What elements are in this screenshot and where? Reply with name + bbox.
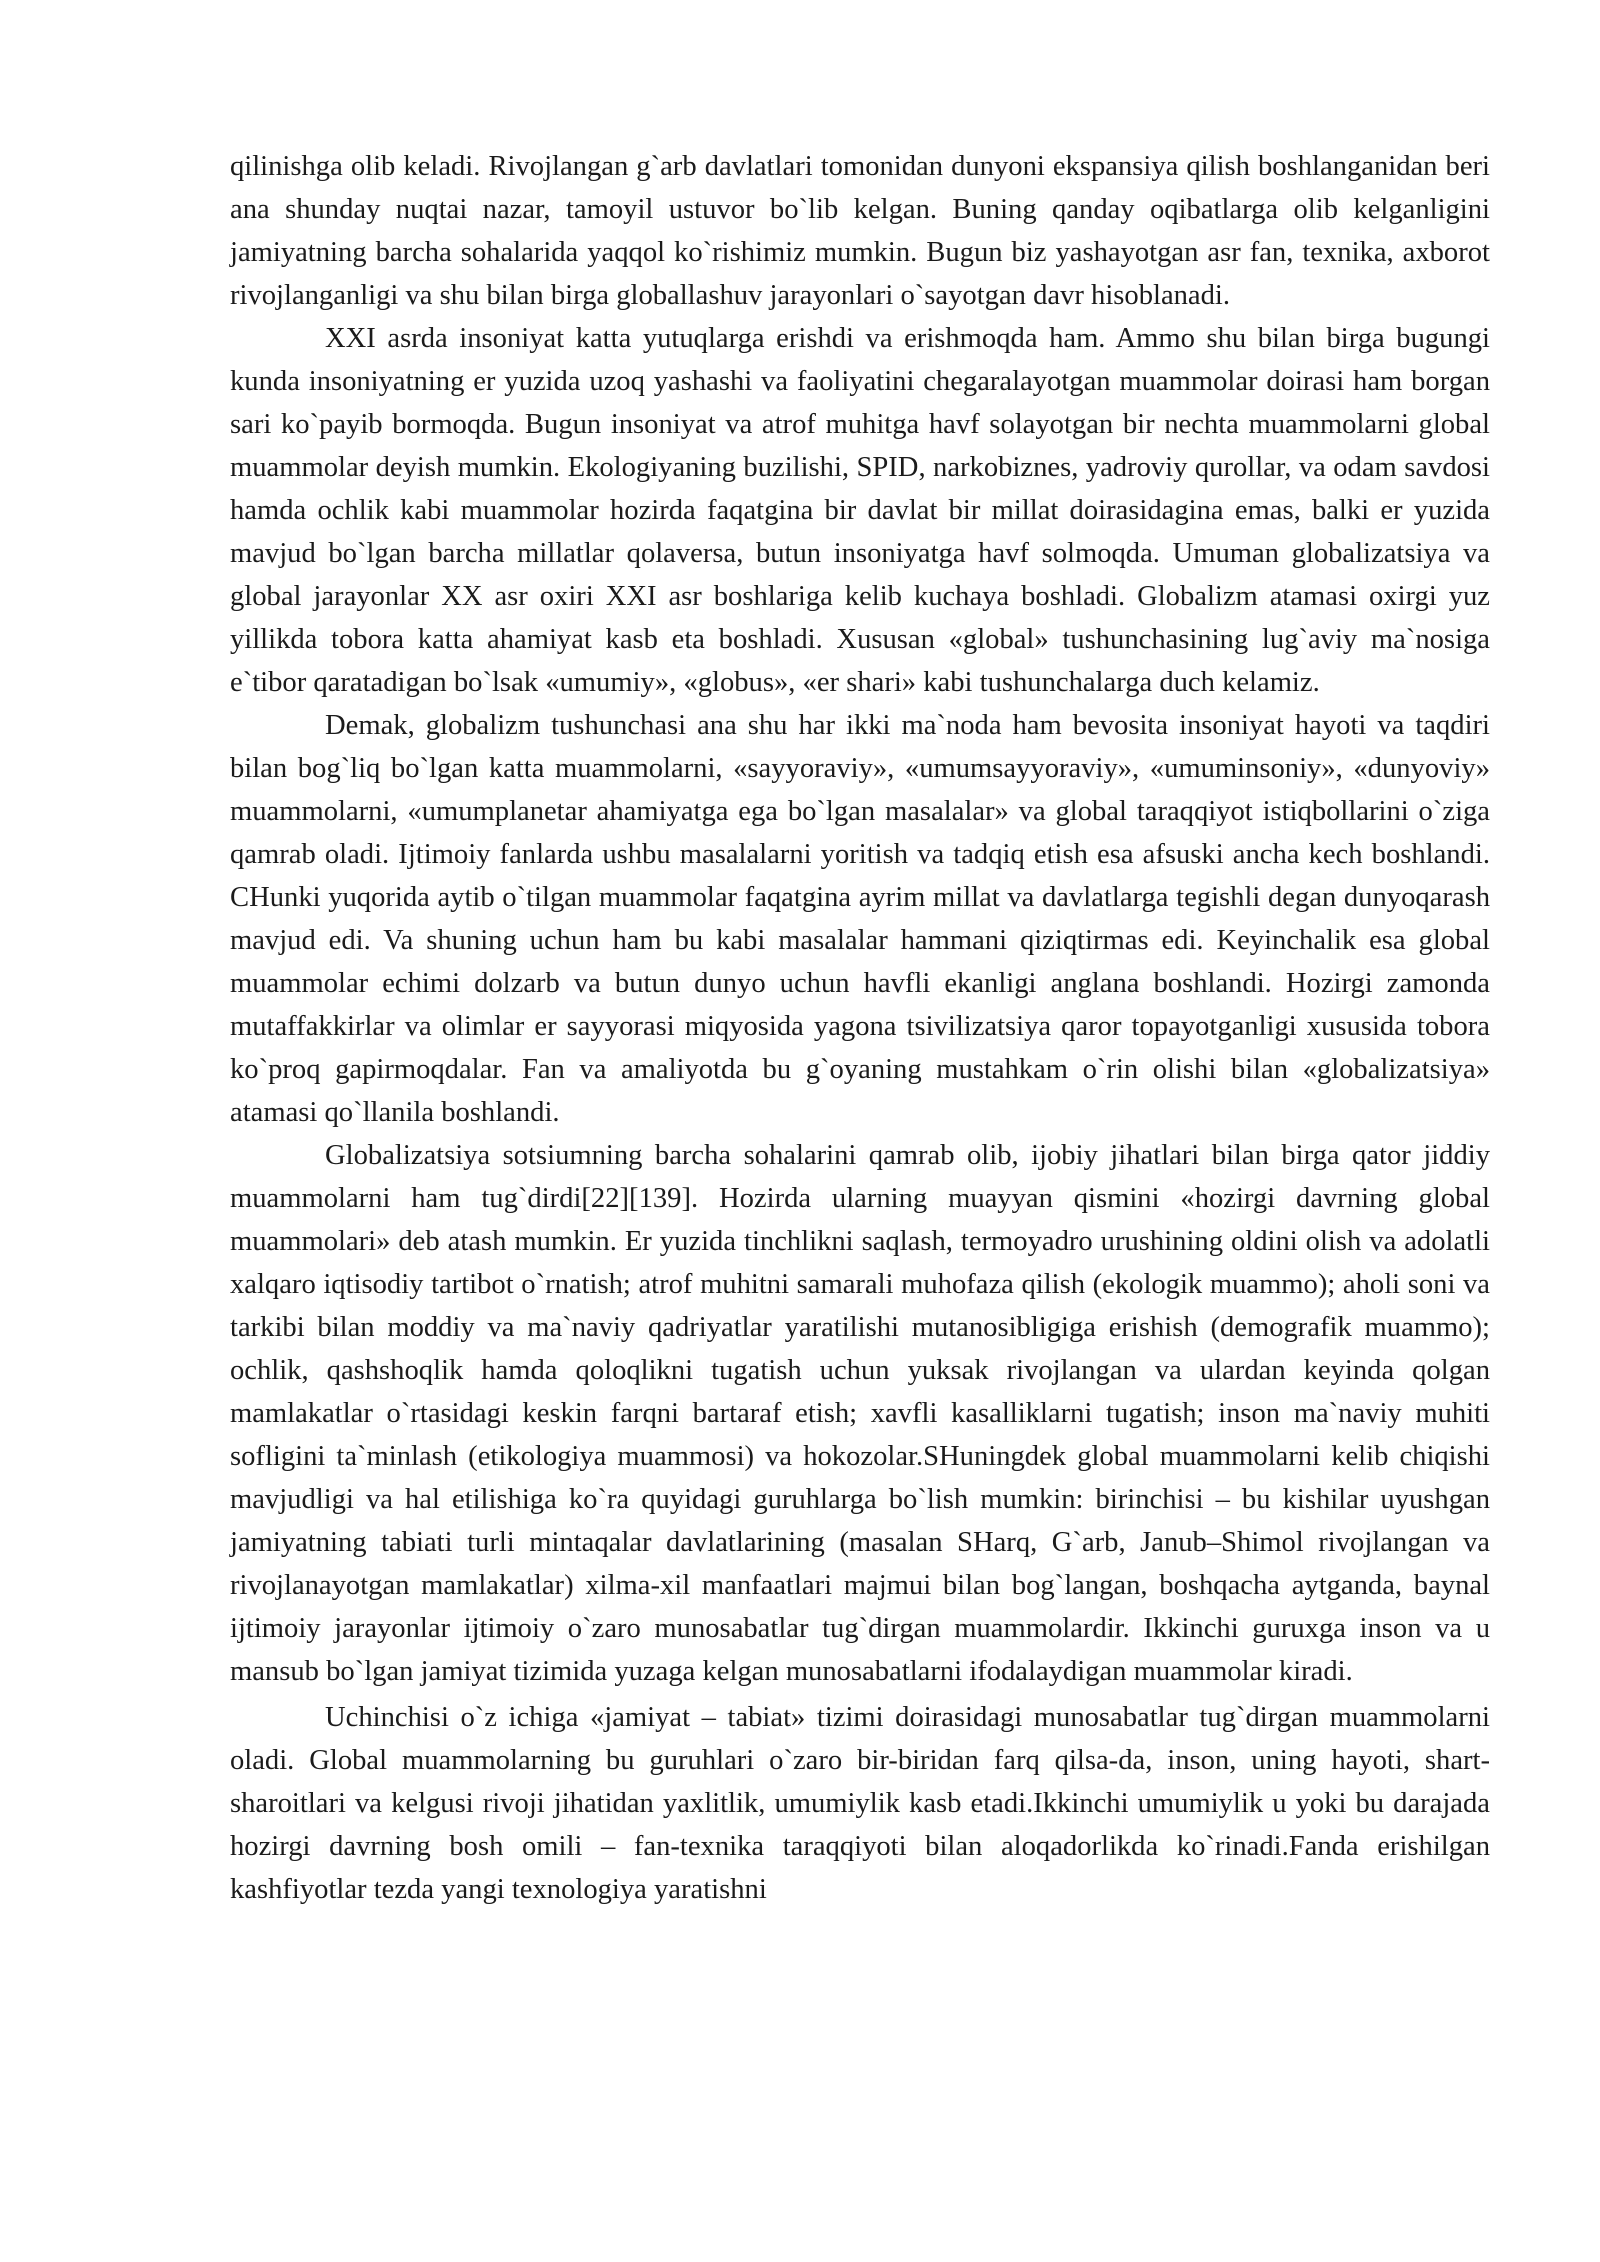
- paragraph-2: XXI asrda insoniyat katta yutuqlarga erishdi va erishmoqda ham. Ammo shu bilan birga bugungi kunda insoniyatning er yuzida uzoq yashashi va faoliyatini chegaralayotgan muammolar doirasi ham borgan sari ko`payib bormoqda. Bugun insoniyat va atrof muhitga havf solayotgan bir nechta muammolarni global muammolar deyish mumkin. Ekologiyaning buzilishi, SPID, narkobiznes, yadroviy qurollar, va odam savdosi hamda ochlik kabi muammolar hozirda faqatgina bir davlat bir millat doirasidagina emas, balki er yuzida mavjud bo`lgan barcha millatlar qolaversa, butun insoniyatga havf solmoqda. Umuman globalizatsiya va global jarayonlar XX asr oxiri XXI asr boshlariga kelib kuchaya boshladi. Globalizm atamasi oxirgi yuz yillikda tobora katta ahamiyat kasb eta boshladi. Xususan «global» tushunchasining lug`aviy ma`nosiga e`tibor qaratadigan bo`lsak «umumiy», «globus», «er shari» kabi tushunchalarga duch kelamiz.: [230, 323, 1490, 698]
- paragraph-4: Globalizatsiya sotsiumning barcha sohalarini qamrab olib, ijobiy jihatlari bilan birga qator jiddiy muammolarni ham tug`dirdi[22][139]. Hozirda ularning muayyan qismini «hozirgi davrning global muammolari» deb atash mumkin. Er yuzida tinchlikni saqlash, termoyadro urushining oldini olish va adolatli xalqaro iqtisodiy tartibot o`rnatish; atrof muhitni samarali muhofaza qilish (ekologik muammo); aholi soni va tarkibi bilan moddiy va ma`naviy qadriyatlar yaratilishi mutanosibligiga erishish (demografik muammo); ochlik, qashshoqlik hamda qoloqlikni tugatish uchun yuksak rivojlangan va ulardan keyinda qolgan mamlakatlar o`rtasidagi keskin farqni bartaraf etish; xavfli kasalliklarni tugatish; inson ma`naviy muhiti sofligini ta`minlash (etikologiya muammosi) va hokozolar.SHuningdek global muammolarni kelib chiqishi mavjudligi va hal etilishiga ko`ra quyidagi guruhlarga bo`lish mumkin: birinchisi – bu kishilar uyushgan jamiyatning tabiati turli mintaqalar davlatlarining (masalan SHarq, G`arb, Janub–Shimol rivojlangan va rivojlanayotgan mamlakatlar) xilma-xil manfaatlari majmui bilan bog`langan, boshqacha aytganda, baynal ijtimoiy jarayonlar ijtimoiy o`zaro munosabatlar tug`dirgan muammolardir. Ikkinchi guruxga inson va u mansub bo`lgan jamiyat tizimida yuzaga kelgan munosabatlarni ifodalaydigan muammolar kiradi.: [230, 1140, 1490, 1687]
- paragraph-5: Uchinchisi o`z ichiga «jamiyat – tabiat» tizimi doirasidagi munosabatlar tug`dirgan muammolarni oladi. Global muammolarning bu guruhlari o`zaro bir-biridan farq qilsa-da, inson, uning hayoti, shart-sharoitlari va kelgusi rivoji jihatidan yaxlitlik, umumiylik kasb etadi.Ikkinchi umumiylik u yoki bu darajada hozirgi davrning bosh omili – fan-texnika taraqqiyoti bilan aloqadorlikda ko`rinadi.Fanda erishilgan kashfiyotlar tezda yangi texnologiya yaratishni: [230, 1702, 1490, 1905]
- paragraph-1: qilinishga olib keladi. Rivojlangan g`arb davlatlari tomonidan dunyoni ekspansiya qilish boshlanganidan beri ana shunday nuqtai nazar, tamoyil ustuvor bo`lib kelgan. Buning qanday oqibatlarga olib kelganligini jamiyatning barcha sohalarida yaqqol ko`rishimiz mumkin. Bugun biz yashayotgan asr fan, texnika, axborot rivojlanganligi va shu bilan birga globallashuv jarayonlari o`sayotgan davr hisoblanadi.: [230, 151, 1490, 311]
- document-page: [230, 145, 1490, 1911]
- paragraph-3: Demak, globalizm tushunchasi ana shu har ikki ma`noda ham bevosita insoniyat hayoti va taqdiri bilan bog`liq bo`lgan katta muammolarni, «sayyoraviy», «umumsayyoraviy», «umuminsoniy», «dunyoviy» muammolarni, «umumplanetar ahamiyatga ega bo`lgan masalalar» va global taraqqiyot istiqbollarini o`ziga qamrab oladi. Ijtimoiy fanlarda ushbu masalalarni yoritish va tadqiq etish esa afsuski ancha kech boshlandi. CHunki yuqorida aytib o`tilgan muammolar faqatgina ayrim millat va davlatlarga tegishli degan dunyoqarash mavjud edi. Va shuning uchun ham bu kabi masalalar hammani qiziqtirmas edi. Keyinchalik esa global muammolar echimi dolzarb va butun dunyo uchun havfli ekanligi anglana boshlandi. Hozirgi zamonda mutaffakkirlar va olimlar er sayyorasi miqyosida yagona tsivilizatsiya qaror topayotganligi xususida tobora ko`proq gapirmoqdalar. Fan va amaliyotda bu g`oyaning mustahkam o`rin olishi bilan «globalizatsiya» atamasi qo`llanila boshlandi.: [230, 710, 1490, 1128]
